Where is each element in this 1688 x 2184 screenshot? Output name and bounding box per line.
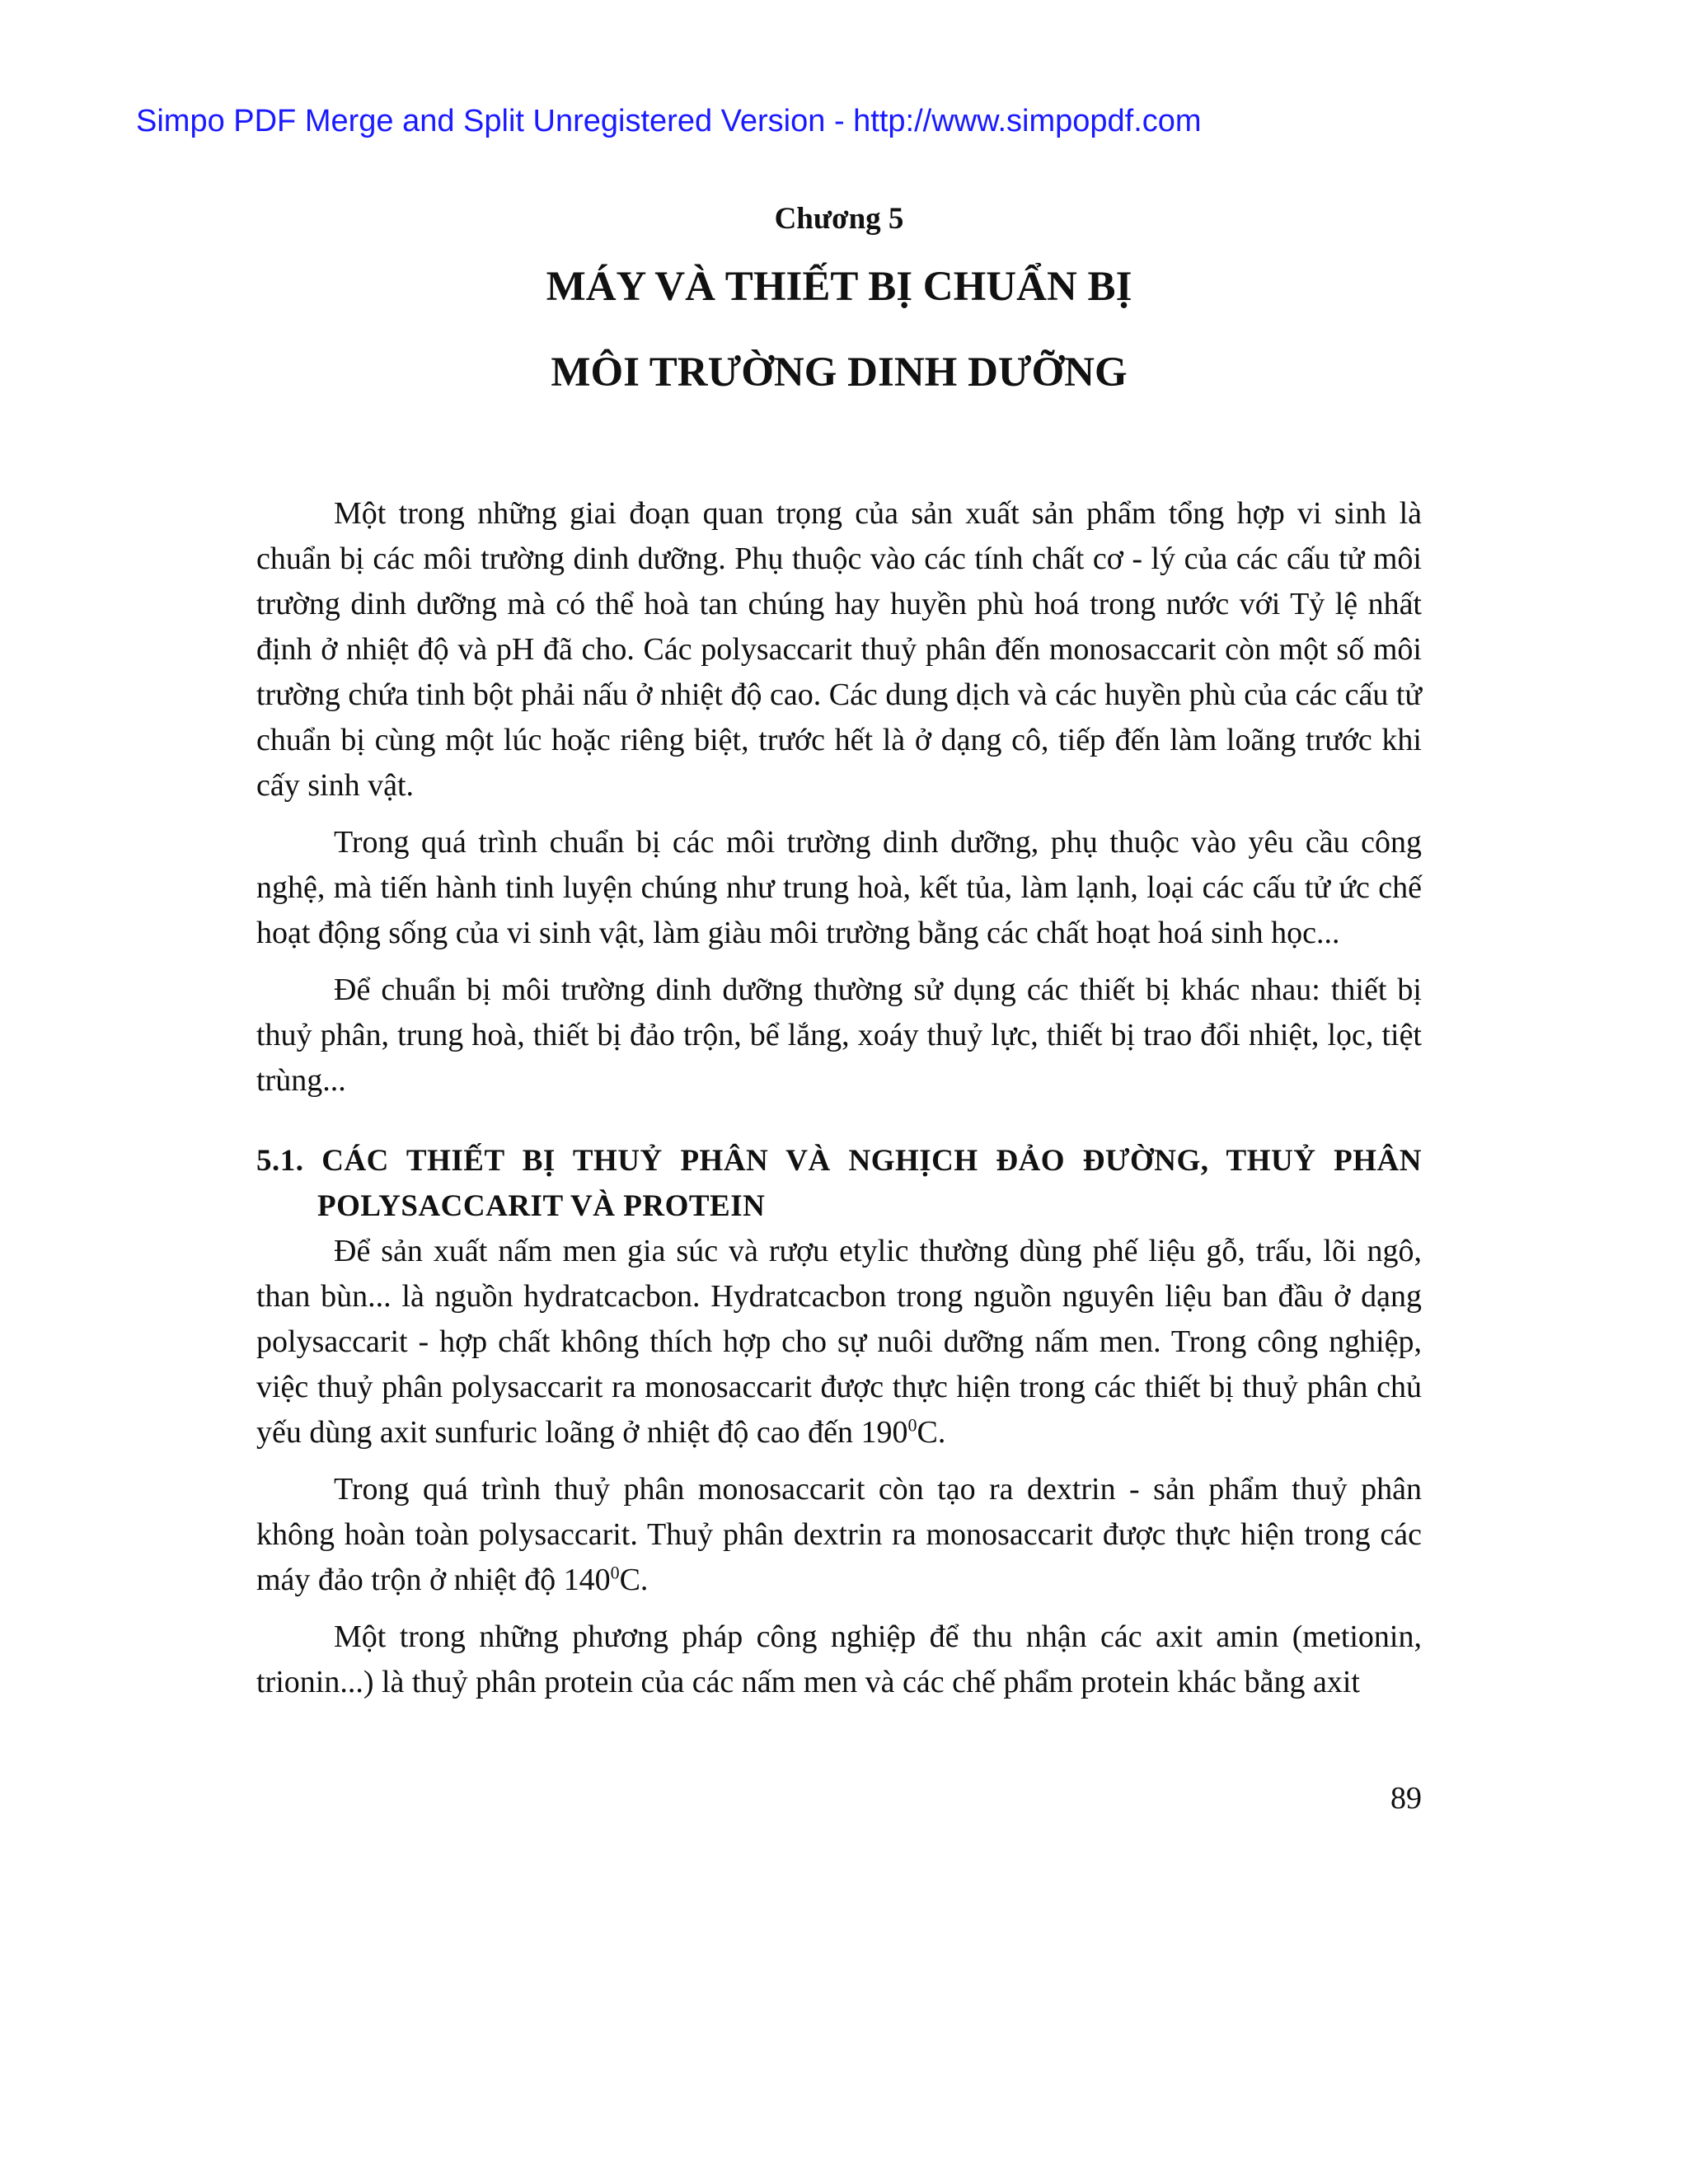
section-body [256,1229,1422,1705]
section-heading: 5.1. CÁC THIẾT BỊ THUỶ PHÂN VÀ NGHỊCH ĐẢO ĐƯỜNG, THUỶ PHÂN POLYSACCARIT VÀ PROTEIN [256,1144,1422,1223]
degree-superscript: 0 [907,1414,917,1436]
intro-paragraph-3: Để chuẩn bị môi trường dinh dưỡng thường sử dụng các thiết bị khác nhau: thiết bị thuỷ phân, trung hoà, thiết bị đảo trộn, bể lắng, xoáy thuỷ lực, thiết bị trao đổi nhiệt, lọc, tiệt trùng... [256,972,1422,1098]
section-paragraph-2-text: Trong quá trình thuỷ phân monosaccarit còn tạo ra dextrin - sản phẩm thuỷ phân không hoàn toàn polysaccarit. Thuỷ phân dextrin ra monosaccarit được thực hiện trong các máy đảo trộn ở nhiệt độ 140 [256,1472,1422,1597]
chapter-label: Chương 5 [774,202,904,236]
section-paragraph-1 [256,1229,1422,1455]
page-number: 89 [1390,1781,1422,1816]
intro-paragraph-1: Một trong những giai đoạn quan trọng của sản xuất sản phẩm tổng hợp vi sinh là chuẩn bị các môi trường dinh dưỡng. Phụ thuộc vào các tính chất cơ - lý của các cấu tử môi trường dinh dưỡng mà có thể hoà tan chúng hay huyền phù hoá trong nước với Tỷ lệ nhất định ở nhiệt độ và pH đã cho. Các polysaccarit thuỷ phân đến monosaccarit còn một số môi trường chứa tinh bột phải nấu ở nhiệt độ cao. Các dung dịch và các huyền phù của các cấu tử chuẩn bị cùng một lúc hoặc riêng biệt, trước hết là ở dạng cô, tiếp đến làm loãng trước khi cấy sinh vật. [256,496,1422,803]
section-paragraph-1-unit: C. [917,1415,946,1450]
section-paragraph-2 [256,1467,1422,1603]
chapter-title [256,244,1422,415]
chapter-title-line-2: MÔI TRƯỜNG DINH DƯỠNG [551,349,1128,396]
chapter-title-line-1: MÁY VÀ THIẾT BỊ CHUẨN BỊ [546,264,1132,310]
degree-superscript: 0 [610,1562,620,1583]
section-paragraph-2-unit: C. [619,1563,649,1597]
document-page [256,194,1422,1717]
intro-paragraph-2: Trong quá trình chuẩn bị các môi trường dinh dưỡng, phụ thuộc vào yêu cầu công nghệ, mà tiến hành tinh luyện chúng như trung hoà, kết tủa, làm lạnh, loại các cấu tử ức chế hoạt động sống của vi sinh vật, làm giàu môi trường bằng các chất hoạt hoá sinh học... [256,825,1422,950]
section-paragraph-1-text: Để sản xuất nấm men gia súc và rượu etylic thường dùng phế liệu gỗ, trấu, lõi ngô, than bùn... là nguồn hydratcacbon. Hydratcacbon trong nguồn nguyên liệu ban đầu ở dạng polysaccarit - hợp chất không thích hợp cho sự nuôi dưỡng nấm men. Trong công nghiệp, việc thuỷ phân polysaccarit ra monosaccarit được thực hiện trong các thiết bị thuỷ phân chủ yếu dùng axit sunfuric loãng ở nhiệt độ cao đến 190 [256,1234,1422,1450]
section-paragraph-3: Một trong những phương pháp công nghiệp để thu nhận các axit amin (metionin, trionin...) là thuỷ phân protein của các nấm men và các chế phẩm protein khác bằng axit [256,1619,1422,1699]
chapter-intro [256,491,1422,1104]
watermark-banner: Simpo PDF Merge and Split Unregistered Version - http://www.simpopdf.com [136,104,1202,138]
